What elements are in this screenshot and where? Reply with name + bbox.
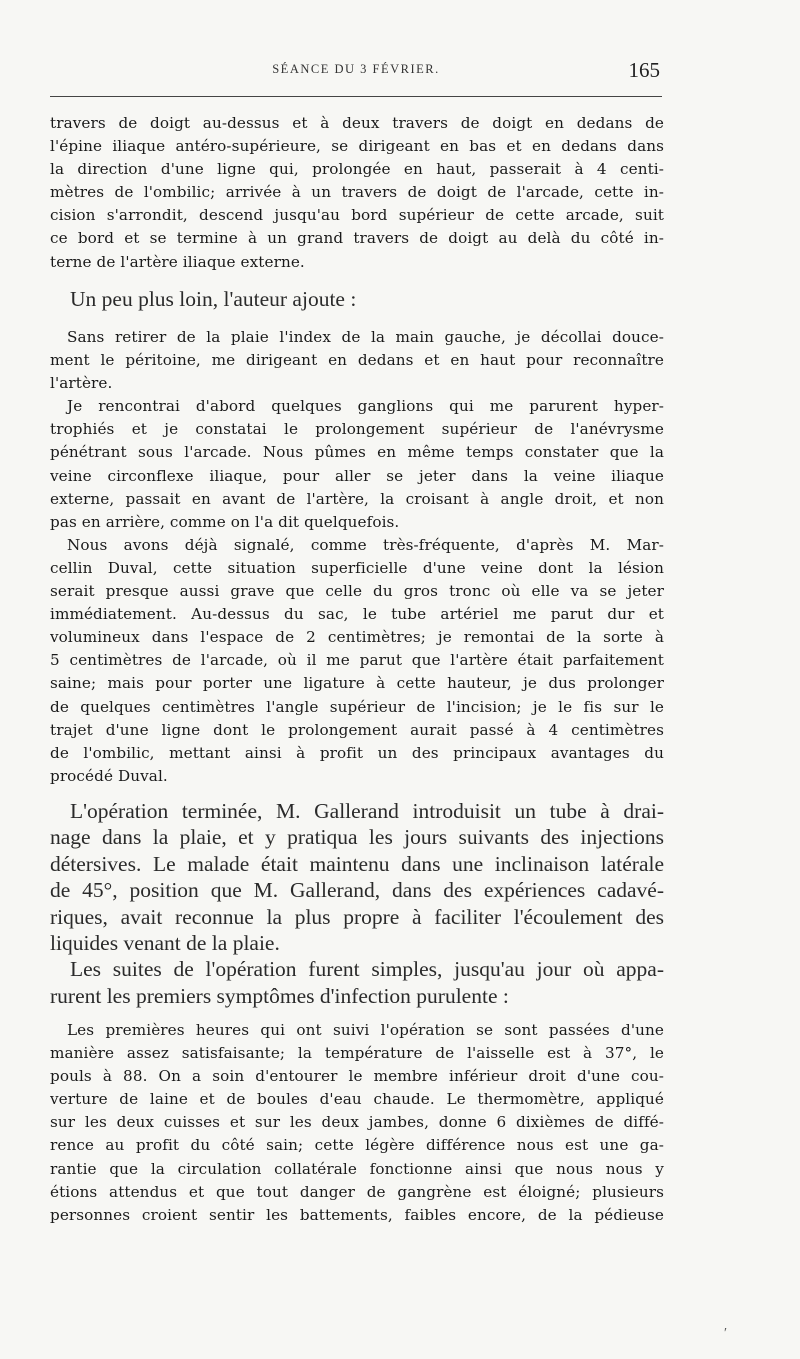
text-line: détersives. Le malade était maintenu dans une inclinaison latérale [50, 851, 664, 876]
text-line: riques, avait reconnue la plus propre à faciliter l'écoulement des [50, 904, 664, 929]
text-line: Nous avons déjà signalé, comme très-fréquente, d'après M. Mar- [67, 535, 664, 554]
text-line: liquides venant de la plaie. [50, 930, 280, 955]
quoted-passage [50, 112, 664, 274]
body-paragraph [50, 286, 664, 312]
text-line: ce bord et se termine à un grand travers de doigt au delà du côté in- [50, 229, 664, 248]
text-line: L'opération terminée, M. Gallerand introduisit un tube à drai- [70, 799, 664, 823]
text-line: personnes croient sentir les battements, faibles encore, de la pédieuse [50, 1205, 664, 1224]
text-line: travers de doigt au-dessus et à deux travers de doigt en dedans de [50, 114, 664, 132]
text-line: cision s'arrondit, descend jusqu'au bord supérieur de cette arcade, suit [50, 206, 664, 225]
page-number: 165 [628, 58, 660, 82]
text-line: mètres de l'ombilic; arrivée à un travers de doigt de l'arcade, cette in- [50, 183, 664, 202]
margin-mark: ′ [724, 1326, 728, 1341]
text-line: ment le péritoine, me dirigeant en dedans et en haut pour reconnaître [50, 351, 664, 370]
text-line: immédiatement. Au-dessus du sac, le tube artériel me parut dur et [50, 605, 664, 624]
text-line: 5 centimètres de l'arcade, où il me parut que l'artère était parfaitement [50, 651, 664, 670]
text-line: de 45°, position que M. Gallerand, dans des expériences cadavé- [50, 878, 664, 903]
text-line: terne de l'artère iliaque externe. [50, 252, 305, 271]
text-line: volumineux dans l'espace de 2 centimètres; je remontai de la sorte à [50, 628, 664, 647]
text-line: l'épine iliaque antéro-supérieure, se dirigeant en bas et en dedans dans [50, 137, 664, 156]
text-line: Sans retirer de la plaie l'index de la main gauche, je décollai douce- [67, 328, 664, 346]
text-line: cellin Duval, cette situation superficielle d'une veine dont la lésion [50, 558, 664, 577]
text-line: l'artère. [50, 374, 113, 393]
text-line: procédé Duval. [50, 766, 168, 785]
text-line: étions attendus et que tout danger de gangrène est éloigné; plusieurs [50, 1182, 664, 1201]
text-line: de l'ombilic, mettant ainsi à profit un des principaux avantages du [50, 743, 664, 762]
text-line: Les premières heures qui ont suivi l'opération se sont passées d'une [67, 1021, 664, 1039]
text-line: pas en arrière, comme on l'a dit quelquefois. [50, 512, 400, 531]
quoted-passage [50, 326, 664, 788]
text-line: rence au profit du côté sain; cette légère différence nous est une ga- [50, 1136, 664, 1155]
text-line: saine; mais pour porter une ligature à cette hauteur, je dus prolonger [50, 674, 664, 693]
running-title: SÉANCE DU 3 FÉVRIER. [272, 62, 440, 76]
text-line: Un peu plus loin, l'auteur ajoute : [70, 287, 357, 311]
text-line: manière assez satisfaisante; la température de l'aisselle est à 37°, le [50, 1044, 664, 1063]
body-paragraph [50, 798, 664, 1009]
text-line: pouls à 88. On a soin d'entourer le membre inférieur droit d'une cou- [50, 1067, 664, 1086]
text-line: externe, passait en avant de l'artère, la croisant à angle droit, et non [50, 489, 664, 508]
text-line: la direction d'une ligne qui, prolongée en haut, passerait à 4 centi- [50, 160, 664, 179]
page-header [50, 58, 662, 84]
text-line: rantie que la circulation collatérale fonctionne ainsi que nous nous y [50, 1159, 664, 1178]
quoted-passage [50, 1019, 664, 1227]
text-line: trophiés et je constatai le prolongement supérieur de l'anévrysme [50, 420, 664, 439]
text-line: trajet d'une ligne dont le prolongement aurait passé à 4 centimètres [50, 720, 664, 739]
text-line: nage dans la plaie, et y pratiqua les jours suivants des injections [50, 825, 664, 850]
text-line: veine circonflexe iliaque, pour aller se jeter dans la veine iliaque [50, 466, 664, 485]
text-line: sur les deux cuisses et sur les deux jambes, donne 6 dixièmes de diffé- [50, 1113, 664, 1132]
text-line: pénétrant sous l'arcade. Nous pûmes en même temps constater que la [50, 443, 664, 462]
text-line: Je rencontrai d'abord quelques ganglions qui me parurent hyper- [67, 397, 664, 416]
text-line: serait presque aussi grave que celle du gros tronc où elle va se jeter [50, 582, 664, 601]
text-line: rurent les premiers symptômes d'infection purulente : [50, 983, 509, 1008]
header-rule [50, 96, 662, 97]
text-line: verture de laine et de boules d'eau chaude. Le thermomètre, appliqué [50, 1090, 664, 1109]
text-line: de quelques centimètres l'angle supérieur de l'incision; je le fis sur le [50, 697, 664, 716]
text-line: Les suites de l'opération furent simples, jusqu'au jour où appa- [70, 957, 664, 982]
